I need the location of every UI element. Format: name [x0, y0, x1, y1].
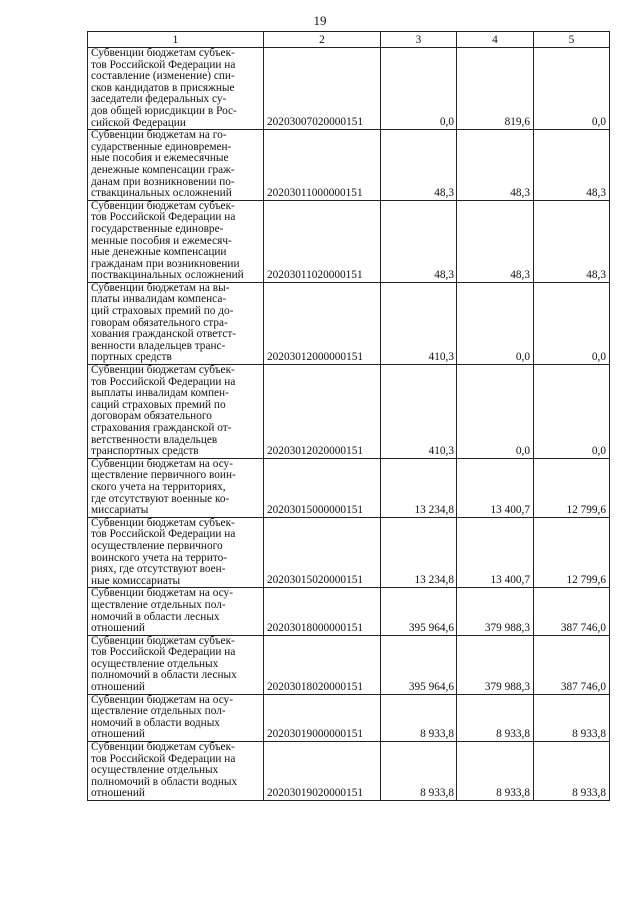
row-value-col5: 387 746,0 — [534, 635, 610, 694]
description-line: ствакцинальных осложнений — [91, 187, 232, 200]
table-row — [88, 458, 610, 517]
row-value-col4: 13 400,7 — [457, 458, 534, 517]
column-header-2: 2 — [264, 32, 381, 48]
row-value-col5: 12 799,6 — [534, 517, 610, 588]
page-number: 19 — [313, 13, 327, 28]
description-line: Субвенции бюджетам на осу- — [91, 693, 233, 706]
table-row — [88, 694, 610, 741]
description-line: хования гражданской ответст- — [91, 328, 237, 341]
row-description — [88, 48, 264, 130]
description-line: саций страховых премий по — [91, 398, 226, 411]
description-line: Субвенции бюджетам субъек- — [91, 741, 235, 754]
row-value-col5: 0,0 — [534, 365, 610, 459]
budget-table — [87, 31, 610, 801]
row-code: 20203007020000151 — [264, 48, 381, 130]
description-line: ществление отдельных пол- — [91, 705, 226, 718]
row-value-col3: 8 933,8 — [381, 694, 457, 741]
description-line: сков кандидатов в присяжные — [91, 81, 235, 94]
description-line: договорам обязательного — [91, 410, 212, 423]
description-line: где отсутствуют военные ко- — [91, 492, 230, 505]
description-line: Субвенции бюджетам на го- — [91, 129, 227, 142]
row-code: 20203015000000151 — [264, 458, 381, 517]
description-line: тов Российской Федерации на — [91, 752, 236, 765]
row-value-col5: 12 799,6 — [534, 458, 610, 517]
row-value-col5: 387 746,0 — [534, 588, 610, 635]
description-line: портных средств — [91, 351, 172, 364]
row-description — [88, 365, 264, 459]
row-code: 20203018020000151 — [264, 635, 381, 694]
row-code: 20203011020000151 — [264, 200, 381, 282]
column-header-3: 3 — [381, 32, 457, 48]
description-line: дов общей юрисдикции в Рос- — [91, 104, 237, 117]
description-line: осуществление отдельных — [91, 764, 219, 777]
row-code: 20203015020000151 — [264, 517, 381, 588]
description-line: осуществление отдельных — [91, 657, 219, 670]
description-line: платы инвалидам компенса- — [91, 293, 227, 306]
description-line: Субвенции бюджетам на осу- — [91, 457, 233, 470]
description-line: Субвенции бюджетам субъек- — [91, 634, 235, 647]
description-line: тов Российской Федерации на — [91, 646, 236, 659]
description-line: полномочий в области лесных — [91, 669, 237, 682]
description-line: Субвенции бюджетам субъек- — [91, 364, 235, 377]
table-row — [88, 282, 610, 364]
description-line: Субвенции бюджетам субъек- — [91, 47, 235, 59]
column-header-4: 4 — [457, 32, 534, 48]
row-value-col4: 8 933,8 — [457, 694, 534, 741]
description-line: ций страховых премий по до- — [91, 305, 234, 318]
column-header-1: 1 — [88, 32, 264, 48]
row-value-col3: 48,3 — [381, 200, 457, 282]
description-line: тов Российской Федерации на — [91, 211, 236, 224]
row-value-col3: 410,3 — [381, 365, 457, 459]
description-line: отношений — [91, 622, 145, 635]
description-line: транспортных средств — [91, 445, 199, 458]
table-row — [88, 635, 610, 694]
table-row — [88, 365, 610, 459]
row-description — [88, 517, 264, 588]
row-value-col4: 8 933,8 — [457, 742, 534, 801]
row-description — [88, 458, 264, 517]
row-code: 20203019000000151 — [264, 694, 381, 741]
row-description — [88, 694, 264, 741]
description-line: номочий в области лесных — [91, 610, 220, 623]
row-value-col3: 395 964,6 — [381, 635, 457, 694]
description-line: полномочий в области водных — [91, 775, 238, 788]
table-row — [88, 48, 610, 130]
description-line: сийской Федерации — [91, 116, 186, 129]
description-line: ществление первичного воин- — [91, 469, 236, 482]
column-header-5: 5 — [534, 32, 610, 48]
row-description — [88, 742, 264, 801]
description-line: государственные единовре- — [91, 222, 224, 235]
row-value-col3: 48,3 — [381, 130, 457, 201]
row-value-col3: 8 933,8 — [381, 742, 457, 801]
row-value-col5: 0,0 — [534, 48, 610, 130]
description-line: Субвенции бюджетам субъек- — [91, 199, 235, 212]
description-line: отношений — [91, 681, 145, 694]
row-value-col5: 0,0 — [534, 282, 610, 364]
description-line: поствакцинальных осложнений — [91, 269, 244, 282]
row-value-col4: 379 988,3 — [457, 635, 534, 694]
description-line: говорам обязательного стра- — [91, 316, 228, 329]
description-line: ные пособия и ежемесячные — [91, 152, 229, 165]
row-description — [88, 282, 264, 364]
description-line: заседатели федеральных су- — [91, 93, 227, 106]
row-value-col4: 0,0 — [457, 365, 534, 459]
row-value-col4: 379 988,3 — [457, 588, 534, 635]
row-value-col4: 819,6 — [457, 48, 534, 130]
row-description — [88, 200, 264, 282]
row-description — [88, 635, 264, 694]
description-line: составление (изменение) спи- — [91, 70, 235, 83]
row-code: 20203012000000151 — [264, 282, 381, 364]
table-row — [88, 130, 610, 201]
table-row — [88, 200, 610, 282]
description-line: гражданам при возникновении — [91, 257, 240, 270]
description-line: сударственные единовремен- — [91, 140, 232, 153]
row-value-col3: 13 234,8 — [381, 458, 457, 517]
description-line: осуществление первичного — [91, 539, 223, 552]
row-value-col3: 13 234,8 — [381, 517, 457, 588]
row-description — [88, 588, 264, 635]
description-line: тов Российской Федерации на — [91, 528, 236, 541]
row-value-col4: 13 400,7 — [457, 517, 534, 588]
description-line: миссариаты — [91, 504, 149, 517]
description-line: воинского учета на террито- — [91, 551, 228, 564]
description-line: отношений — [91, 787, 145, 800]
row-value-col4: 0,0 — [457, 282, 534, 364]
description-line: денежные компенсации граж- — [91, 163, 235, 176]
row-value-col4: 48,3 — [457, 200, 534, 282]
description-line: ществление отдельных пол- — [91, 598, 226, 611]
row-value-col5: 48,3 — [534, 200, 610, 282]
description-line: тов Российской Федерации на — [91, 375, 236, 388]
table-header-row — [88, 32, 610, 48]
row-code: 20203012020000151 — [264, 365, 381, 459]
table-body — [88, 48, 610, 801]
description-line: страхования гражданской от- — [91, 422, 232, 434]
row-code: 20203019020000151 — [264, 742, 381, 801]
row-value-col3: 395 964,6 — [381, 588, 457, 635]
row-code: 20203011000000151 — [264, 130, 381, 201]
description-line: ные комиссариаты — [91, 574, 181, 587]
row-value-col5: 8 933,8 — [534, 742, 610, 801]
description-line: ветственности владельцев — [91, 433, 218, 446]
description-line: Субвенции бюджетам на осу- — [91, 587, 233, 600]
row-value-col5: 8 933,8 — [534, 694, 610, 741]
table-row — [88, 588, 610, 635]
row-value-col4: 48,3 — [457, 130, 534, 201]
description-line: Субвенции бюджетам субъек- — [91, 516, 235, 529]
description-line: риях, где отсутствуют воен- — [91, 563, 226, 576]
table-row — [88, 517, 610, 588]
row-value-col3: 0,0 — [381, 48, 457, 130]
description-line: данам при возникновении по- — [91, 175, 235, 188]
table-row — [88, 742, 610, 801]
description-line: менные пособия и ежемесяч- — [91, 234, 232, 247]
description-line: выплаты инвалидам компен- — [91, 387, 229, 400]
description-line: венности владельцев транс- — [91, 339, 226, 352]
description-line: ского учета на территориях, — [91, 480, 226, 493]
description-line: отношений — [91, 728, 145, 741]
description-line: ные денежные компенсации — [91, 246, 227, 259]
row-description — [88, 130, 264, 201]
row-code: 20203018000000151 — [264, 588, 381, 635]
row-value-col3: 410,3 — [381, 282, 457, 364]
description-line: номочий в области водных — [91, 716, 220, 729]
description-line: тов Российской Федерации на — [91, 58, 236, 71]
row-value-col5: 48,3 — [534, 130, 610, 201]
description-line: Субвенции бюджетам на вы- — [91, 281, 230, 294]
